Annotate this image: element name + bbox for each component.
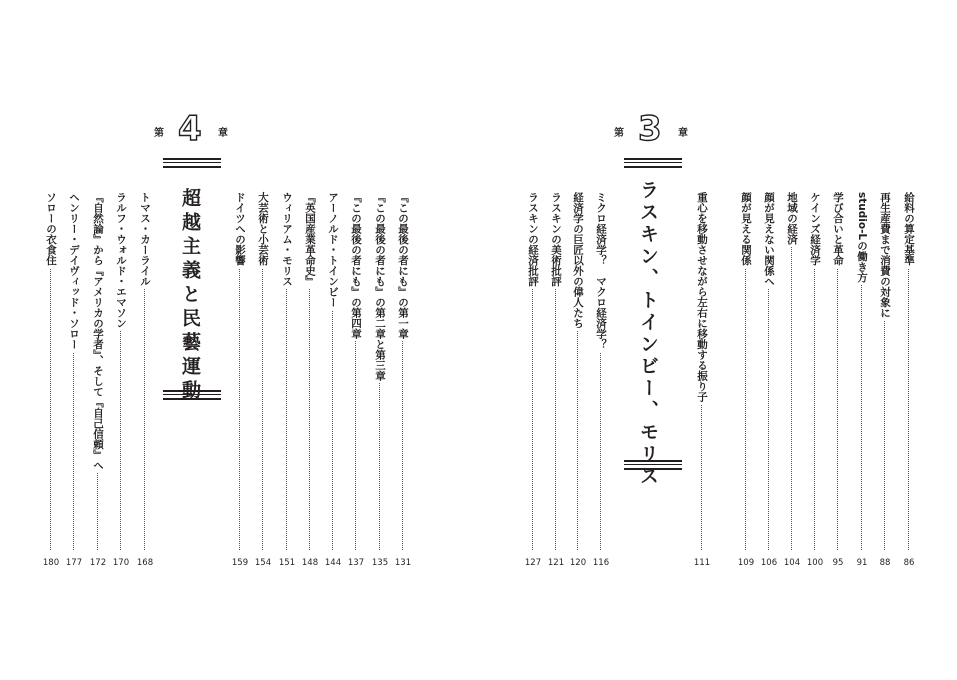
toc-entry-title: 給料の算定基準 [900, 192, 918, 268]
toc-entry-page-number: 144 [324, 558, 342, 568]
toc-entry-title: 『英国産業革命史』 [301, 192, 319, 289]
toc-entry [89, 192, 107, 576]
toc-entry-title: 『この最後の者にも』の第四章 [347, 192, 365, 341]
chapter-prefix: 第 [154, 128, 164, 139]
toc-entry [760, 192, 778, 576]
toc-entry [569, 192, 587, 576]
chapter-rule-bottom [624, 460, 682, 470]
chapter-title: 超越主義と民藝運動 [179, 188, 201, 404]
toc-entry-title: 顔が見えない関係へ [760, 192, 778, 289]
toc-entry-title: 『自然論』から『アメリカの学者』、そして『自己信頼』へ [89, 192, 107, 472]
toc-entry-title: 『この最後の者にも』の第二章と第三章 [371, 192, 389, 383]
toc-entry-page-number: 159 [231, 558, 249, 568]
chapter-prefix: 第 [614, 128, 624, 139]
toc-entry [783, 192, 801, 576]
toc-entry-title: 『この最後の者にも』の第一章 [394, 192, 412, 341]
toc-entry-page-number: 100 [806, 558, 824, 568]
toc-entry-title: 大芸術と小芸術 [254, 192, 272, 268]
toc-entry-title: ラスキンの経済批評 [524, 192, 542, 289]
toc-entry-page-number: 148 [301, 558, 319, 568]
chapter-heading [610, 109, 690, 149]
toc-entry-title: 重心を移動させながら左右に移動する振り子 [693, 192, 711, 404]
chapter-rule-top [163, 158, 221, 168]
toc-entry-page-number: 95 [832, 558, 844, 568]
toc-entry [112, 192, 130, 576]
toc-entry [301, 192, 319, 576]
toc-entry-title: 再生産費まで消費の対象に [876, 192, 894, 320]
chapter-rule-bottom [163, 390, 221, 400]
toc-entry [806, 192, 824, 576]
chapter-suffix: 章 [678, 128, 688, 139]
toc-entry [231, 192, 249, 576]
toc-entry-page-number: 137 [347, 558, 365, 568]
chapter-title: ラスキン、トインビー、モリス [637, 180, 659, 488]
toc-entry-page-number: 111 [693, 558, 711, 568]
toc-entry-title: 顔が見える関係 [737, 192, 755, 268]
toc-entry-page-number: 109 [737, 558, 755, 568]
chapter-suffix: 章 [218, 128, 228, 139]
toc-entry-title: ウィリアム・モリス [278, 192, 296, 289]
toc-entry-title: 学び合いと革命 [829, 192, 847, 268]
toc-entry [65, 192, 83, 576]
toc-entry-title: アーノルド・トインビー [324, 192, 342, 310]
toc-entry [347, 192, 365, 576]
toc-entry [829, 192, 847, 576]
toc-entry-page-number: 106 [760, 558, 778, 568]
toc-entry [42, 192, 60, 576]
toc-entry [547, 192, 565, 576]
toc-entry-page-number: 170 [112, 558, 130, 568]
toc-entry-page-number: 120 [569, 558, 587, 568]
toc-entry-page-number: 151 [278, 558, 296, 568]
toc-entry-title: ドイツへの影響 [231, 192, 249, 268]
toc-entry-title: ラスキンの美術批評 [547, 192, 565, 289]
toc-entry-title: ラルフ・ウォルド・エマソン [112, 192, 130, 331]
chapter-number: 3 [638, 109, 662, 149]
toc-entry [278, 192, 296, 576]
toc-entry [737, 192, 755, 576]
toc-entry-page-number: 127 [524, 558, 542, 568]
toc-entry-page-number: 131 [394, 558, 412, 568]
chapter-heading [150, 109, 230, 149]
toc-entry-page-number: 88 [879, 558, 891, 568]
toc-entry-title: 経済学の巨匠以外の偉人たち [569, 192, 587, 331]
toc-entry-page-number: 104 [783, 558, 801, 568]
toc-entry [254, 192, 272, 576]
toc-entry [853, 192, 871, 576]
toc-entry-page-number: 86 [903, 558, 915, 568]
toc-entry-page-number: 116 [592, 558, 610, 568]
toc-entry [592, 192, 610, 576]
toc-entry [876, 192, 894, 576]
toc-entry-title: ヘンリー・デイヴィッド・ソロー [65, 192, 83, 352]
toc-entry-page-number: 168 [136, 558, 154, 568]
toc-entry [900, 192, 918, 576]
dot-leader [791, 196, 792, 550]
toc-entry [394, 192, 412, 576]
toc-entry-title: 地域の経済 [783, 192, 801, 247]
toc-entry-page-number: 172 [89, 558, 107, 568]
toc-entry-title: studio-Lの働き方 [853, 192, 871, 284]
toc-entry [693, 192, 711, 576]
toc-entry-page-number: 135 [371, 558, 389, 568]
toc-entry-page-number: 121 [547, 558, 565, 568]
chapter-number: 4 [178, 109, 202, 149]
toc-entry-title: トマス・カーライル [136, 192, 154, 289]
chapter-rule-top [624, 158, 682, 168]
toc-entry-page-number: 154 [254, 558, 272, 568]
toc-entry-title: ソローの衣食住 [42, 192, 60, 268]
toc-entry [371, 192, 389, 576]
toc-entry-title: ミクロ経済学？ マクロ経済学？ [592, 192, 610, 352]
toc-entry [136, 192, 154, 576]
toc-entry-title: ケインズ経済学 [806, 192, 824, 268]
toc-entry-page-number: 177 [65, 558, 83, 568]
toc-entry [324, 192, 342, 576]
right-page [479, 0, 957, 680]
toc-entry [524, 192, 542, 576]
left-page [0, 0, 478, 680]
toc-entry-page-number: 180 [42, 558, 60, 568]
toc-entry-page-number: 91 [856, 558, 868, 568]
